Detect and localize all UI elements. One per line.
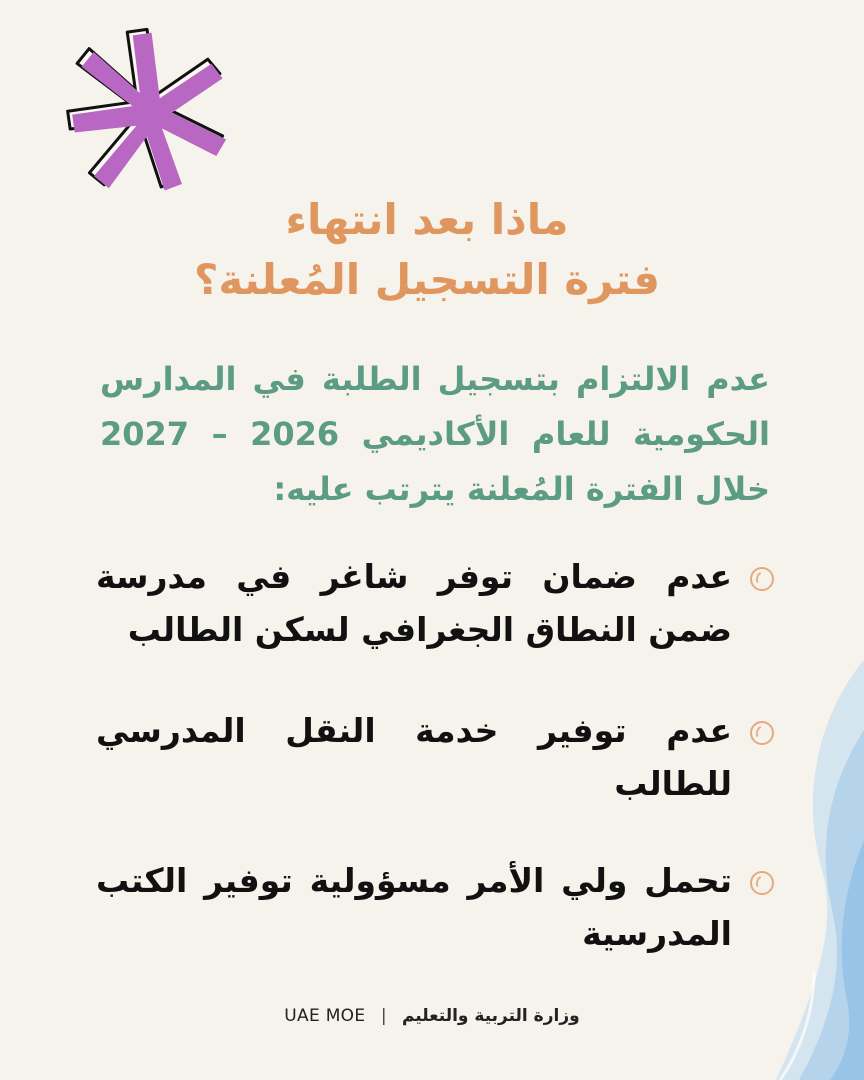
intro-paragraph: عدم الالتزام بتسجيل الطلبة في المدارس الحكومية للعام الأكاديمي 2026 – 2027 خلال الفترة المُعلنة يترتب عليه:: [100, 360, 770, 508]
page-title: [160, 190, 694, 310]
list-item-text: عدم ضمان توفر شاغر في مدرسة ضمن النطاق الجغرافي لسكن الطالب: [96, 557, 732, 649]
consequences-list: [96, 550, 774, 1008]
list-item: [96, 550, 774, 656]
list-item-text: تحمل ولي الأمر مسؤولية توفير الكتب المدرسية: [96, 861, 732, 953]
circle-bullet-icon: [750, 567, 774, 591]
title-line-2: فترة التسجيل المُعلنة؟: [194, 255, 660, 304]
footer-brand-en: UAE MOE: [284, 1006, 366, 1026]
wave-icon: [704, 660, 864, 1080]
list-item: [96, 704, 774, 810]
footer-separator: |: [380, 1006, 387, 1026]
footer: [240, 1006, 624, 1026]
asterisk-icon: [58, 22, 238, 192]
list-item: [96, 854, 774, 960]
footer-brand-ar: وزارة التربية والتعليم: [401, 1006, 580, 1026]
title-line-1: ماذا بعد انتهاء: [285, 195, 569, 244]
list-item-text: عدم توفير خدمة النقل المدرسي للطالب: [96, 711, 732, 803]
